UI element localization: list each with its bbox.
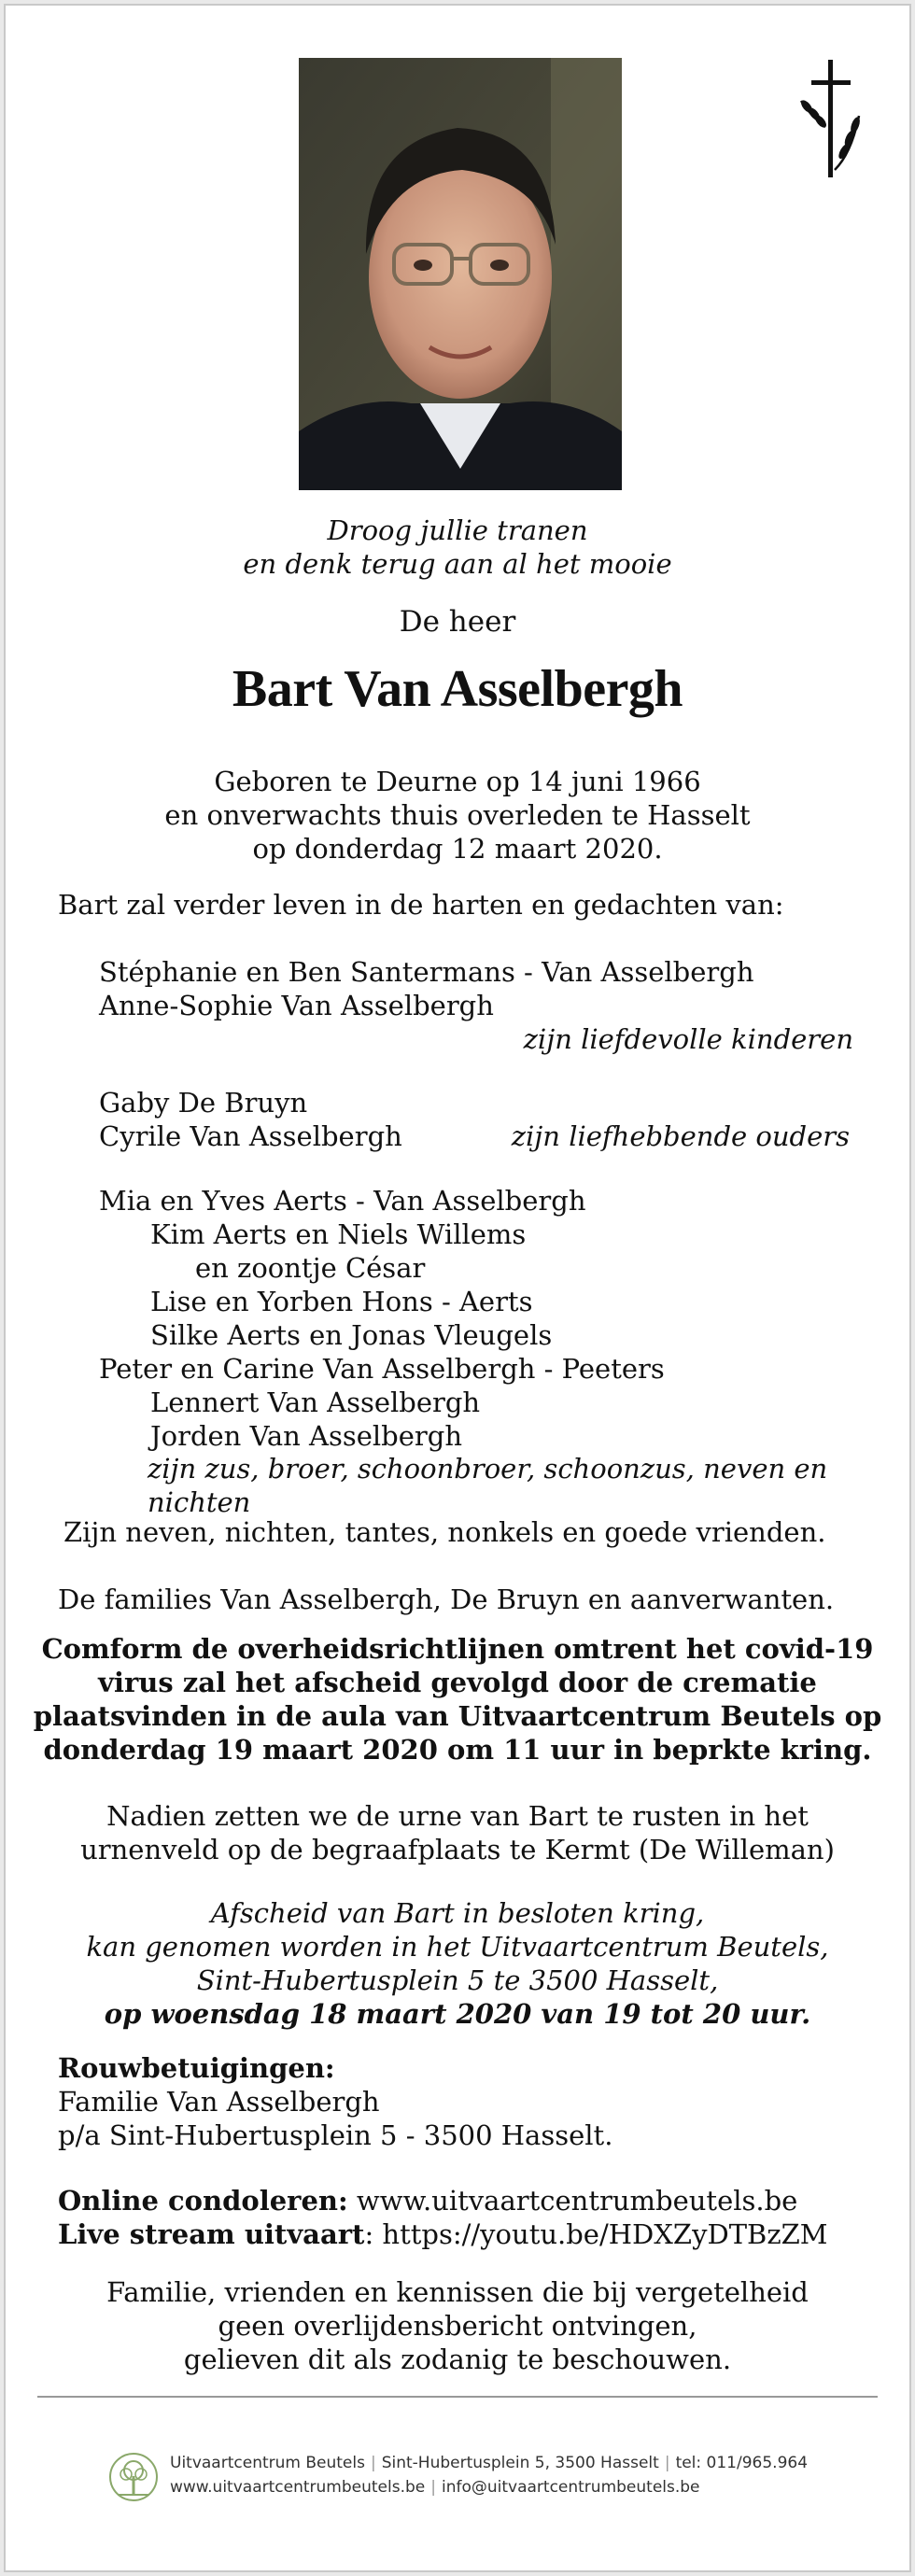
- covid-line-4: donderdag 19 maart 2020 om 11 uur in beprkte kring.: [43, 1734, 872, 1766]
- footer-row-1: Uitvaartcentrum Beutels | Sint-Hubertusplein 5, 3500 Hasselt | tel: 011/965.964: [170, 2454, 809, 2472]
- death-date-line: op donderdag 12 maart 2020.: [252, 833, 663, 865]
- footer-divider: [37, 2396, 878, 2398]
- child-1: Stéphanie en Ben Santermans - Van Asselbergh: [99, 956, 754, 988]
- cousins-friends: Zijn neven, nichten, tantes, nonkels en goede vrienden.: [63, 1516, 826, 1548]
- condolence-address: p/a Sint-Hubertusplein 5 - 3500 Hasselt.: [58, 2119, 613, 2151]
- verse-line-1: Droog jullie tranen: [327, 514, 588, 546]
- niece-lise: Lise en Yorben Hons - Aerts: [150, 1286, 533, 1317]
- stream-label: Live stream uitvaart: [58, 2218, 365, 2250]
- condolence-heading: Rouwbetuigingen:: [58, 2052, 335, 2084]
- children-note: zijn liefdevolle kinderen: [523, 1023, 853, 1055]
- covid-line-3: plaatsvinden in de aula van Uitvaartcentrum Beutels op: [33, 1700, 882, 1732]
- farewell-line-1: Afscheid van Bart in besloten kring,: [210, 1897, 705, 1929]
- sibling-peter: Peter en Carine Van Asselbergh - Peeters: [99, 1353, 665, 1385]
- online-url-link[interactable]: www.uitvaartcentrumbeutels.be: [356, 2185, 798, 2217]
- closing-line-3: gelieven dit als zodanig te beschouwen.: [183, 2344, 732, 2375]
- urn-line-1: Nadien zetten we de urne van Bart te rusten in het: [106, 1800, 809, 1832]
- footer-row-2: www.uitvaartcentrumbeutels.be | info@uitvaartcentrumbeutels.be: [170, 2478, 700, 2497]
- death-line: en onverwachts thuis overleden te Hasselt: [164, 799, 751, 831]
- footer-website-link[interactable]: www.uitvaartcentrumbeutels.be: [170, 2478, 426, 2497]
- footer-email-link[interactable]: info@uitvaartcentrumbeutels.be: [441, 2478, 700, 2497]
- niece-silke: Silke Aerts en Jonas Vleugels: [150, 1319, 553, 1351]
- siblings-note: zijn zus, broer, schoonbroer, schoonzus, neven en nichten: [148, 1453, 828, 1518]
- condolence-name: Familie Van Asselbergh: [58, 2086, 380, 2118]
- tree-logo-icon: [108, 2452, 159, 2502]
- footer-company: Uitvaartcentrum Beutels: [170, 2454, 365, 2472]
- farewell-line-2: kan genomen worden in het Uitvaartcentrum Beutels,: [86, 1931, 829, 1963]
- farewell-time: op woensdag 18 maart 2020 van 19 tot 20 uur.: [104, 1998, 811, 2030]
- urn-line-2: urnenveld op de begraafplaats te Kermt (De Willeman): [80, 1834, 835, 1865]
- child-2: Anne-Sophie Van Asselbergh: [99, 990, 494, 1021]
- footer-tel: tel: 011/965.964: [675, 2454, 809, 2472]
- cross-with-wheat-icon: [797, 60, 863, 177]
- title-honorific: De heer: [399, 605, 516, 639]
- closing-line-2: geen overlijdensbericht ontvingen,: [218, 2310, 697, 2342]
- obituary-card: [4, 4, 911, 2572]
- parent-2: Cyrile Van Asselbergh: [99, 1120, 402, 1152]
- closing-line-1: Familie, vrienden en kennissen die bij vergetelheid: [106, 2276, 809, 2308]
- sibling-mia: Mia en Yves Aerts - Van Asselbergh: [99, 1185, 586, 1217]
- verse-line-2: en denk terug aan al het mooie: [243, 548, 672, 580]
- intro-text: Bart zal verder leven in de harten en gedachten van:: [58, 889, 784, 921]
- grandnephew-cesar: en zoontje César: [195, 1252, 426, 1284]
- farewell-line-3: Sint-Hubertusplein 5 te 3500 Hasselt,: [196, 1964, 719, 1996]
- nephew-kim: Kim Aerts en Niels Willems: [150, 1218, 527, 1250]
- families-line: De families Van Asselbergh, De Bruyn en aanverwanten.: [58, 1584, 835, 1615]
- nephew-jorden: Jorden Van Asselbergh: [150, 1420, 463, 1452]
- online-label: Online condoleren:: [58, 2185, 348, 2217]
- nephew-lennert: Lennert Van Asselbergh: [150, 1387, 481, 1418]
- parents-note: zijn liefhebbende ouders: [511, 1120, 850, 1152]
- funeral-home-footer: [164, 2452, 818, 2510]
- parent-1: Gaby De Bruyn: [99, 1087, 308, 1119]
- covid-line-2: virus zal het afscheid gevolgd door de crematie: [98, 1667, 817, 1698]
- live-stream-row: [6, 2218, 909, 2252]
- deceased-name: Bart Van Asselbergh: [232, 660, 683, 718]
- portrait-photo: [299, 58, 622, 490]
- footer-address: Sint-Hubertusplein 5, 3500 Hasselt: [381, 2454, 659, 2472]
- portrait-illustration: [299, 58, 622, 490]
- birth-line: Geboren te Deurne op 14 juni 1966: [214, 766, 701, 797]
- covid-line-1: Comform de overheidsrichtlijnen omtrent het covid-19: [41, 1633, 874, 1665]
- stream-url-link[interactable]: : https://youtu.be/HDXZyDTBzZM: [364, 2218, 828, 2250]
- online-condolence-row: [6, 2185, 909, 2218]
